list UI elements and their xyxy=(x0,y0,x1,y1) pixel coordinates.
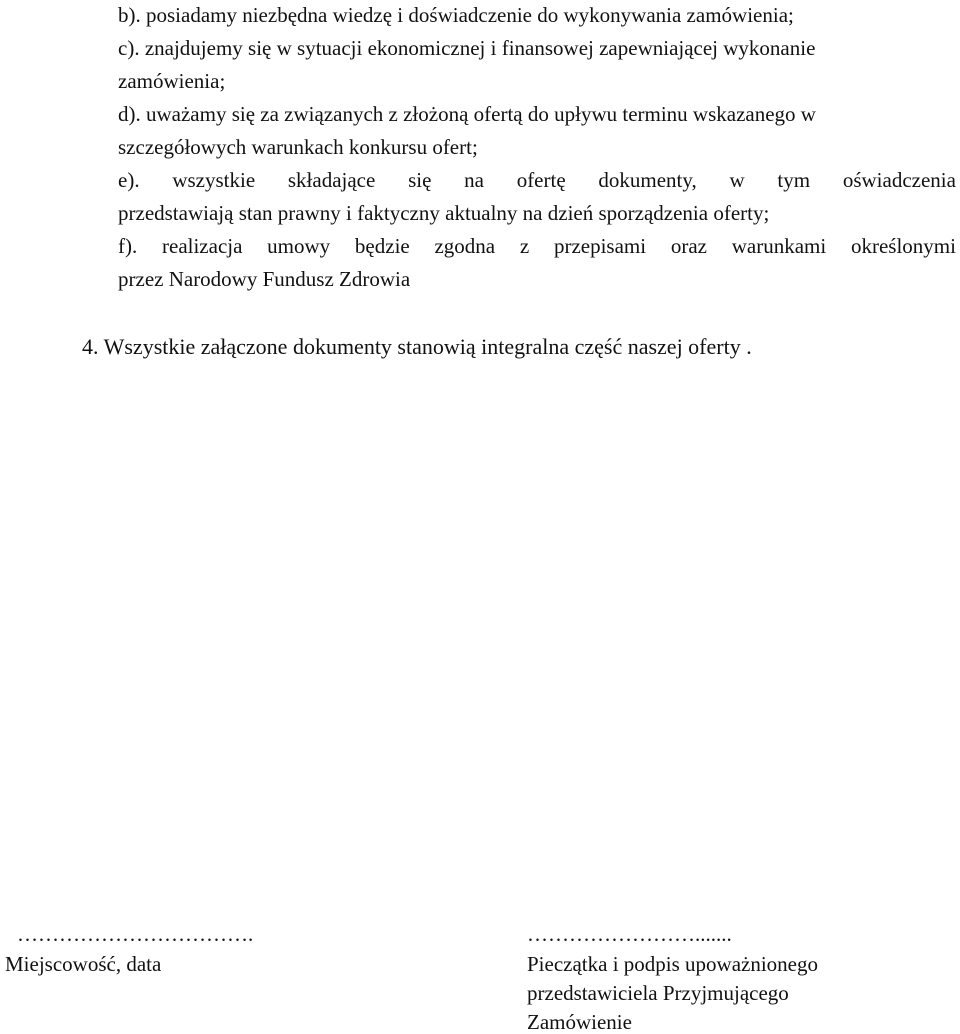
word: warunkami xyxy=(731,234,827,258)
word: dokumenty, xyxy=(598,168,697,192)
word: e). xyxy=(118,168,140,192)
signature-label-line-1: Pieczątka i podpis upoważnionego xyxy=(527,952,819,976)
word: będzie xyxy=(354,234,410,258)
word: na xyxy=(464,168,484,192)
word: realizacja xyxy=(162,234,243,258)
word: określonymi xyxy=(850,234,956,258)
list-item-c: c). znajdujemy się w sytuacji ekonomicznej i finansowej zapewniającej wykonanie xyxy=(118,36,816,60)
point-4: 4. Wszystkie załączone dokumenty stanowią integralna część naszej oferty . xyxy=(82,334,752,359)
word: z xyxy=(519,234,530,258)
word: się xyxy=(408,168,432,192)
list-item-d-continuation: szczegółowych warunkach konkursu ofert; xyxy=(118,135,478,159)
word: tym xyxy=(777,168,811,192)
word: oraz xyxy=(670,234,707,258)
signature-left-dots: ……………………………. xyxy=(17,922,254,946)
word: f). xyxy=(118,234,138,258)
signature-right-dots: ……………………....... xyxy=(527,922,732,946)
list-item-f xyxy=(118,236,956,257)
word: zgodna xyxy=(434,234,496,258)
list-item-e xyxy=(118,170,956,191)
list-item-f-continuation: przez Narodowy Fundusz Zdrowia xyxy=(118,267,411,291)
word: w xyxy=(729,168,745,192)
word: przepisami xyxy=(553,234,647,258)
list-item-e-continuation: przedstawiają stan prawny i faktyczny aktualny na dzień sporządzenia oferty; xyxy=(118,201,770,225)
word: oświadczenia xyxy=(842,168,956,192)
signature-label-line-2: przedstawiciela Przyjmującego xyxy=(527,981,789,1005)
signature-label-line-3: Zamówienie xyxy=(527,1010,632,1034)
place-date-label: Miejscowość, data xyxy=(5,952,162,976)
list-item-b: b). posiadamy niezbędna wiedzę i doświadczenie do wykonywania zamówienia; xyxy=(118,3,794,27)
word: składające xyxy=(287,168,376,192)
word: umowy xyxy=(267,234,331,258)
word: ofertę xyxy=(516,168,566,192)
list-item-d: d). uważamy się za związanych z złożoną ofertą do upływu terminu wskazanego w xyxy=(118,102,816,126)
list-item-c-continuation: zamówienia; xyxy=(118,69,226,93)
word: wszystkie xyxy=(172,168,256,192)
